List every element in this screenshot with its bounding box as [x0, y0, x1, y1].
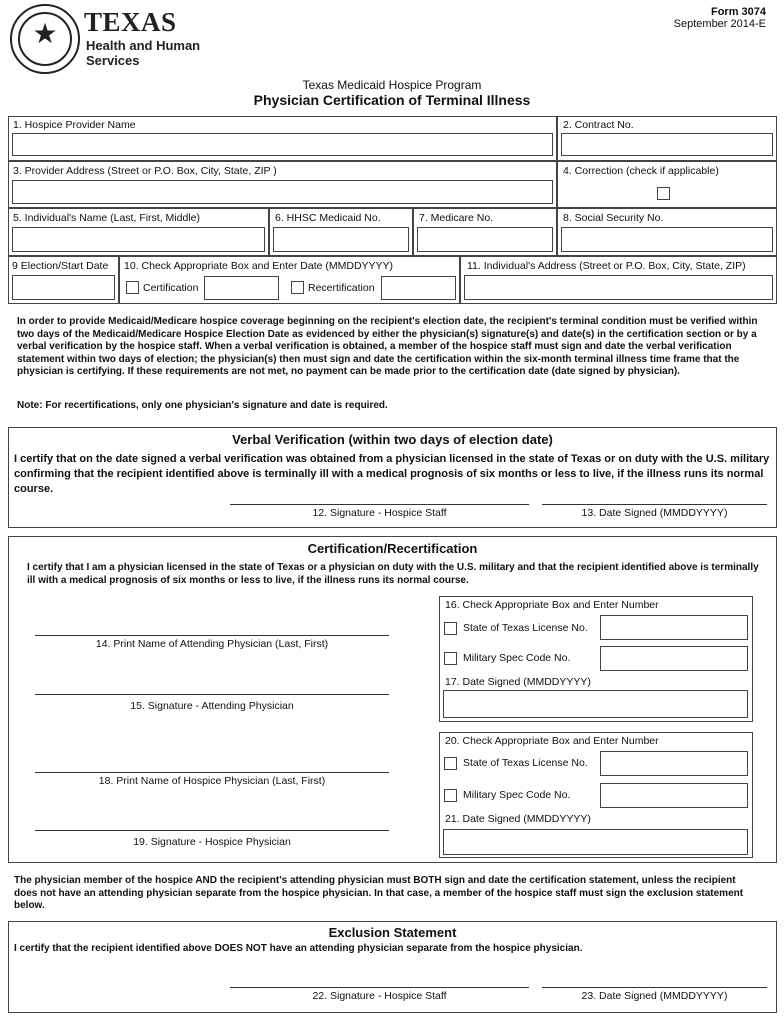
label-provider-address: 3. Provider Address (Street or P.O. Box, City, State, ZIP ) — [13, 165, 277, 177]
label-hospice-physician-name: 18. Print Name of Hospice Physician (Last, First) — [98, 775, 326, 787]
date-line-23[interactable] — [542, 987, 767, 988]
correction-checkbox[interactable] — [657, 187, 670, 200]
line-19[interactable] — [35, 830, 389, 831]
recertification-checkbox[interactable] — [291, 281, 304, 294]
input-provider-address[interactable] — [12, 180, 553, 204]
box20-military-label: Military Spec Code No. — [463, 789, 571, 801]
label-signature-hospice-staff-22: 22. Signature - Hospice Staff — [312, 990, 447, 1002]
certification-title: Certification/Recertification — [307, 541, 478, 556]
label-individual-name: 5. Individual's Name (Last, First, Middle) — [13, 212, 200, 224]
signature-line-12[interactable] — [230, 504, 529, 505]
exclusion-title: Exclusion Statement — [328, 925, 457, 940]
label-date-signed-23: 23. Date Signed (MMDDYYYY) — [581, 990, 728, 1002]
line-14[interactable] — [35, 635, 389, 636]
label-hospice-provider-name: 1. Hospice Provider Name — [13, 119, 136, 131]
input-box16-military[interactable] — [600, 646, 748, 671]
input-election-start-date[interactable] — [12, 275, 115, 300]
input-ssn[interactable] — [561, 227, 773, 252]
label-box20: 20. Check Appropriate Box and Enter Number — [445, 735, 659, 747]
input-box20-military[interactable] — [600, 783, 748, 808]
instructions-paragraph: In order to provide Medicaid/Medicare hospice coverage beginning on the recipient's election date, the recipient's terminal condition must be verified within two days of the Medicaid/Medicare Hospice Election Date as evidenced by either the physician(s) signature(s) and date(s) in the certification section or by a verbal verification by the hospice staff. When a verbal verification is obtained, a member of the hospice staff must sign and date the verbal verification statement within two days of election; the physician(s) then must sign and date the certification within the six-month terminal illness time frame that the physician is certifying. If these requirements are not met, no payment can be made prior to the certification date (date signed by physician). — [17, 316, 758, 377]
label-medicare-no: 7. Medicare No. — [419, 212, 494, 224]
input-contract-no[interactable] — [561, 133, 773, 156]
label-hospice-physician-signature: 19. Signature - Hospice Physician — [133, 836, 291, 848]
label-individual-address: 11. Individual's Address (Street or P.O. Box, City, State, ZIP) — [467, 260, 746, 272]
label-certification-type: 10. Check Appropriate Box and Enter Date (MMDDYYYY) — [124, 260, 394, 272]
input-box17-date[interactable] — [443, 690, 748, 718]
label-election-start-date: 9 Election/Start Date — [12, 260, 109, 272]
date-line-13[interactable] — [542, 504, 767, 505]
input-medicare-no[interactable] — [417, 227, 553, 252]
label-attending-physician-signature: 15. Signature - Attending Physician — [130, 700, 294, 712]
input-hospice-provider-name[interactable] — [12, 133, 553, 156]
input-individual-name[interactable] — [12, 227, 265, 252]
label-box16: 16. Check Appropriate Box and Enter Number — [445, 599, 659, 611]
input-hhsc-medicaid-no[interactable] — [273, 227, 409, 252]
label-hhsc-medicaid-no: 6. HHSC Medicaid No. — [275, 212, 381, 224]
box20-license-checkbox[interactable] — [444, 757, 457, 770]
both-sign-note: The physician member of the hospice AND the recipient's attending physician must BOTH sign and date the certification statement, unless the recipient does not have an attending physician separate from the hospice physician. In that case, a member of the hospice staff must sign the exclusion statement below. — [14, 875, 744, 911]
box16-military-checkbox[interactable] — [444, 652, 457, 665]
logo-hhs-line2: Services — [86, 53, 140, 68]
box16-military-label: Military Spec Code No. — [463, 652, 571, 664]
input-box20-license[interactable] — [600, 751, 748, 776]
certification-statement: I certify that I am a physician licensed in the state of Texas or a physician on duty with the U.S. military and that the recipient identified above is terminally ill with a medical prognosis of six months or less to live, if the illness runs its normal course. — [27, 562, 759, 586]
certification-checkbox[interactable] — [126, 281, 139, 294]
label-box17-date: 17. Date Signed (MMDDYYYY) — [445, 676, 591, 688]
box20-license-label: State of Texas License No. — [463, 757, 588, 769]
label-date-signed-13: 13. Date Signed (MMDDYYYY) — [581, 507, 728, 519]
label-correction: 4. Correction (check if applicable) — [563, 165, 719, 177]
label-ssn: 8. Social Security No. — [563, 212, 664, 224]
input-box21-date[interactable] — [443, 829, 748, 855]
page-title: Physician Certification of Terminal Illness — [253, 92, 531, 108]
box20-military-checkbox[interactable] — [444, 789, 457, 802]
logo-texas: TEXAS — [84, 7, 177, 37]
recertification-note: Note: For recertifications, only one physician's signature and date is required. — [17, 400, 388, 411]
form-date: September 2014-E — [673, 18, 766, 30]
verbal-verification-statement: I certify that on the date signed a verbal verification was obtained from a physician licensed in the state of Texas or on duty with the U.S. military confirming that the recipient identified above is terminally ill with a medical prognosis of six months or less to live, if the illness runs its normal course. — [14, 453, 770, 495]
label-box21-date: 21. Date Signed (MMDDYYYY) — [445, 813, 591, 825]
star-icon: ★ — [32, 17, 58, 50]
label-contract-no: 2. Contract No. — [563, 119, 634, 131]
input-individual-address[interactable] — [464, 275, 773, 300]
certification-option-label: Certification — [143, 282, 199, 294]
line-18[interactable] — [35, 772, 389, 773]
recertification-option-label: Recertification — [308, 282, 375, 294]
input-box16-license[interactable] — [600, 615, 748, 640]
input-recertification-date[interactable] — [381, 276, 456, 300]
box16-license-checkbox[interactable] — [444, 622, 457, 635]
logo-hhs-line1: Health and Human — [86, 38, 201, 53]
input-certification-date[interactable] — [204, 276, 279, 300]
box16-license-label: State of Texas License No. — [463, 622, 588, 634]
exclusion-statement: I certify that the recipient identified above DOES NOT have an attending physician separate from the hospice physician. — [14, 943, 583, 954]
signature-line-22[interactable] — [230, 987, 529, 988]
form-number: Form 3074 — [710, 6, 766, 18]
program-title: Texas Medicaid Hospice Program — [302, 78, 482, 92]
texas-seal-logo — [10, 4, 80, 74]
line-15[interactable] — [35, 694, 389, 695]
verbal-verification-title: Verbal Verification (within two days of election date) — [232, 432, 553, 447]
label-attending-physician-name: 14. Print Name of Attending Physician (Last, First) — [95, 638, 329, 650]
label-signature-hospice-staff-12: 12. Signature - Hospice Staff — [312, 507, 447, 519]
